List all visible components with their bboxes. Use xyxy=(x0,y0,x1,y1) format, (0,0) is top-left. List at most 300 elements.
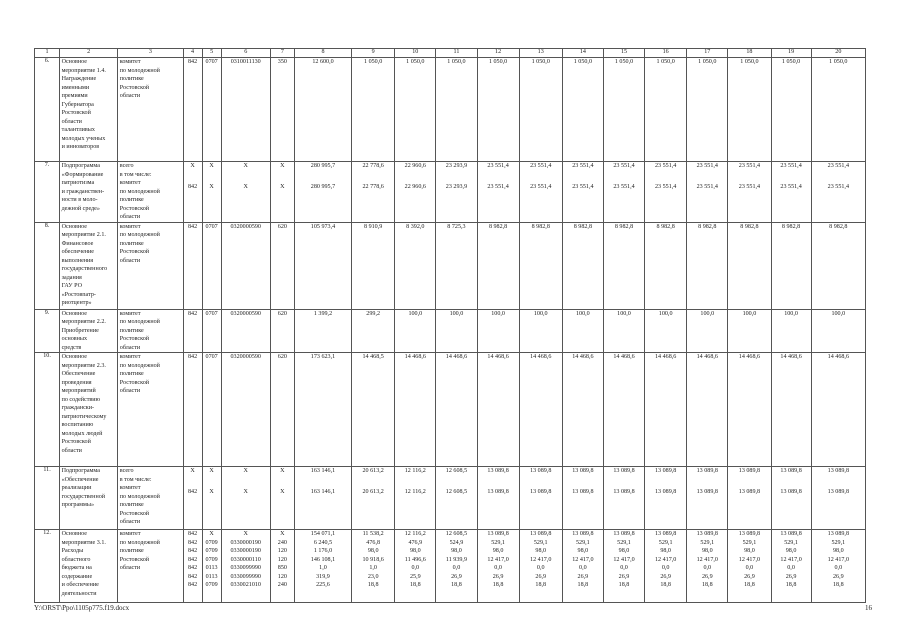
executor-line: в том числе: xyxy=(119,171,152,178)
value: 0,0 xyxy=(703,565,712,571)
value: X xyxy=(209,531,214,537)
executor-line: Ростовской xyxy=(119,556,150,563)
executor-line: по молодежной xyxy=(119,539,160,546)
value: 8 982,8 xyxy=(781,223,801,230)
value: 23,0 xyxy=(367,573,379,580)
executor xyxy=(118,530,183,603)
column-number: 13 xyxy=(519,49,562,58)
value: 23 551,4 xyxy=(487,163,509,169)
value: 0707 xyxy=(205,310,218,317)
table-row xyxy=(35,353,866,467)
value-cell xyxy=(687,530,728,603)
value-cell xyxy=(562,58,603,162)
value: 23 551,4 xyxy=(696,184,718,190)
value: 12 417,0 xyxy=(654,556,677,563)
value: 1 050,0 xyxy=(406,59,425,65)
value: 14 468,5 xyxy=(362,354,384,360)
value: 0330021010 xyxy=(230,582,261,588)
program-name-line: риотцентр» xyxy=(61,300,92,306)
value-cell xyxy=(771,58,811,162)
value-cell xyxy=(183,222,202,309)
value: 842 xyxy=(187,548,198,554)
value-cell xyxy=(436,353,477,467)
value: 20 613,2 xyxy=(362,468,384,474)
value: 12 600,0 xyxy=(312,59,334,65)
value: 14 468,6 xyxy=(738,354,761,360)
program-name-line: Награждение xyxy=(61,76,97,82)
value: 26,9 xyxy=(535,573,547,580)
value: 0330000190 xyxy=(230,548,261,554)
value: 13 089,8 xyxy=(827,489,849,495)
value: 8 982,8 xyxy=(656,223,675,230)
value: 13 089,8 xyxy=(780,531,802,537)
value-cell xyxy=(436,530,477,603)
executor-line: по молодежной xyxy=(119,232,160,238)
value: 842 xyxy=(187,184,198,190)
value: X xyxy=(280,163,285,169)
value: 26,9 xyxy=(451,573,462,580)
value-cell xyxy=(562,222,603,309)
value: 26,9 xyxy=(577,573,589,580)
value: 18,8 xyxy=(492,582,504,588)
value-cell xyxy=(645,530,687,603)
program-name-line: и гражданствен- xyxy=(61,188,105,195)
executor-line: по молодежной xyxy=(119,67,160,74)
value: 23 551,4 xyxy=(654,184,677,190)
value-cell xyxy=(811,353,865,467)
value: 22 960,6 xyxy=(404,184,426,190)
spacer xyxy=(689,171,726,184)
executor-line: области xyxy=(119,93,141,99)
value: 146 108,1 xyxy=(310,556,336,563)
value-cell xyxy=(519,353,562,467)
value: 0,0 xyxy=(579,565,587,571)
value-cell xyxy=(519,162,562,223)
value: 13 089,8 xyxy=(530,468,552,474)
program-name-line: Ростовской xyxy=(61,110,91,116)
value: 23 551,4 xyxy=(572,184,594,190)
value: 11 939,9 xyxy=(445,556,467,563)
value: X xyxy=(209,468,214,474)
executor-line: области xyxy=(119,214,141,220)
value: 18,8 xyxy=(535,582,547,588)
value: X xyxy=(243,489,248,495)
value: X xyxy=(280,468,285,474)
value-cell xyxy=(477,467,519,530)
column-number: 10 xyxy=(395,49,436,58)
value: 225,6 xyxy=(316,582,330,588)
value: 8 392,0 xyxy=(406,223,425,230)
value: 0,0 xyxy=(536,565,545,571)
value-cell xyxy=(687,309,728,353)
row-number: 6. xyxy=(35,58,60,162)
program-name-line: патриотизма xyxy=(61,180,95,186)
value: 14 468,6 xyxy=(827,354,849,360)
value-cell xyxy=(270,58,294,162)
value: 12 417,0 xyxy=(738,556,761,563)
value: 26,9 xyxy=(832,573,844,580)
value: 23 551,4 xyxy=(530,184,552,190)
value-cell xyxy=(477,58,519,162)
value: 842 xyxy=(187,354,198,360)
value-cell xyxy=(352,530,395,603)
value-cell xyxy=(395,162,436,223)
value-cell xyxy=(603,467,644,530)
program-name-line: мероприятие 1.4. xyxy=(61,67,106,74)
value-cell xyxy=(811,309,865,353)
value: 0707 xyxy=(205,223,218,230)
value: 12 417,0 xyxy=(487,556,509,563)
value: 1 050,0 xyxy=(614,59,634,65)
value: 120 xyxy=(277,556,287,563)
value: 1 050,0 xyxy=(781,59,801,65)
value-cell xyxy=(294,309,351,353)
value-cell xyxy=(728,58,771,162)
program-name-line: Ростовской xyxy=(61,439,91,445)
program-name-line: программы» xyxy=(61,502,95,508)
value: 12 417,0 xyxy=(696,556,718,563)
value: 98,0 xyxy=(451,548,462,554)
value: 0709 xyxy=(205,556,218,563)
column-number: 9 xyxy=(352,49,395,58)
program-name-line: «Ростовпатр- xyxy=(61,291,96,298)
value: 98,0 xyxy=(785,548,797,554)
value-cell xyxy=(183,162,202,223)
value: 0,0 xyxy=(452,565,461,571)
value: 13 089,8 xyxy=(613,489,635,495)
value-cell xyxy=(687,353,728,467)
executor xyxy=(118,162,183,223)
executor xyxy=(118,222,183,309)
program-name-line: и инноваторов xyxy=(61,144,100,150)
value: 13 089,8 xyxy=(572,468,594,474)
program-name-line: «Обеспечение xyxy=(61,476,99,483)
column-number: 20 xyxy=(811,49,865,58)
value: 842 xyxy=(187,573,198,580)
spacer xyxy=(296,476,349,489)
executor-line: всего xyxy=(119,163,134,169)
executor-line: Ростовской xyxy=(119,336,150,342)
spacer xyxy=(204,171,219,184)
value: 240 xyxy=(277,582,287,588)
value-cell xyxy=(270,309,294,353)
value: 842 xyxy=(187,539,198,546)
value: 100,0 xyxy=(491,310,505,317)
value: 0113 xyxy=(205,573,218,580)
value: 620 xyxy=(277,354,287,360)
value: 0709 xyxy=(205,582,218,588)
value: 13 089,8 xyxy=(530,489,552,495)
value: 14 468,6 xyxy=(404,354,426,360)
row-number: 7. xyxy=(35,162,60,223)
value: 100,0 xyxy=(658,310,673,317)
value: 98,0 xyxy=(618,548,630,554)
spacer xyxy=(605,476,642,489)
program-name-line: Подпрограмма xyxy=(61,163,100,169)
value: 12 116,2 xyxy=(404,489,426,495)
program-name xyxy=(60,222,118,309)
value-cell xyxy=(728,222,771,309)
value-cell xyxy=(270,162,294,223)
value-cell xyxy=(728,309,771,353)
value: 18,8 xyxy=(577,582,589,588)
value: 842 xyxy=(187,565,198,571)
value-cell xyxy=(645,467,687,530)
value: 529,1 xyxy=(700,539,715,546)
program-name-line: граждански- xyxy=(61,405,95,411)
value: 98,0 xyxy=(409,548,421,554)
column-number: 15 xyxy=(603,49,644,58)
spacer xyxy=(605,171,642,184)
value: 14 468,6 xyxy=(696,354,718,360)
column-number: 1 xyxy=(35,49,60,58)
value-cell xyxy=(270,222,294,309)
value: 23 551,4 xyxy=(613,184,635,190)
executor-line: Ростовской xyxy=(119,205,150,212)
value: 0,0 xyxy=(745,565,754,571)
value: 850 xyxy=(277,565,287,571)
table-row xyxy=(35,222,866,309)
program-name xyxy=(60,467,118,530)
value: 120 xyxy=(277,548,287,554)
value: 13 089,8 xyxy=(738,489,761,495)
executor-line: по молодежной xyxy=(119,362,160,369)
spacer xyxy=(813,476,863,489)
value-cell xyxy=(183,467,202,530)
value-cell xyxy=(687,222,728,309)
value-cell xyxy=(221,222,270,309)
spacer xyxy=(438,476,475,489)
value: 26,9 xyxy=(785,573,797,580)
value: 0707 xyxy=(205,59,218,65)
program-name-line: выполнения xyxy=(61,257,94,264)
value: 12 417,0 xyxy=(530,556,552,563)
value: 13 089,8 xyxy=(780,489,802,495)
value-cell xyxy=(603,530,644,603)
value: 100,0 xyxy=(449,310,464,317)
value: 524,9 xyxy=(449,539,464,546)
value: X xyxy=(243,163,248,169)
executor-line: Ростовской xyxy=(119,84,150,91)
value: 280 995,7 xyxy=(310,163,336,169)
value: 25,9 xyxy=(409,573,421,580)
value: 529,1 xyxy=(617,539,631,546)
table-row xyxy=(35,58,866,162)
value: 98,0 xyxy=(701,548,713,554)
value: 842 xyxy=(187,531,198,537)
value-cell xyxy=(395,467,436,530)
value: 12 417,0 xyxy=(613,556,635,563)
executor-line: комитет xyxy=(119,354,141,360)
spacer xyxy=(521,171,560,184)
value: 98,0 xyxy=(535,548,547,554)
value: 842 xyxy=(187,489,198,495)
spacer xyxy=(272,171,292,184)
value: 11 496,6 xyxy=(404,556,426,563)
program-name-line: по содействию xyxy=(61,396,101,403)
value-cell xyxy=(221,467,270,530)
value: 529,1 xyxy=(742,539,757,546)
program-name-line: мероприятий xyxy=(61,388,96,394)
value: 13 089,8 xyxy=(696,489,718,495)
column-number: 11 xyxy=(436,49,477,58)
value: 12 116,2 xyxy=(404,531,426,537)
value-cell xyxy=(811,222,865,309)
value: 10 918,6 xyxy=(362,556,384,563)
value-cell xyxy=(270,530,294,603)
value: 23 551,4 xyxy=(613,163,635,169)
value: 22 778,6 xyxy=(362,184,384,190)
value: 23 551,4 xyxy=(654,163,677,169)
value: 100,0 xyxy=(700,310,715,317)
value: 6 240,5 xyxy=(313,539,333,546)
value: 0709 xyxy=(205,548,218,554)
value-cell xyxy=(645,353,687,467)
value: 12 608,5 xyxy=(445,468,468,474)
executor-line: области xyxy=(119,257,141,264)
program-name-line: мероприятие 2.1. xyxy=(61,232,106,238)
value: 529,1 xyxy=(784,539,798,546)
executor-line: по молодежной xyxy=(119,319,160,325)
value: 100,0 xyxy=(408,310,423,317)
program-name-line: Основное xyxy=(61,354,87,360)
value-cell xyxy=(603,58,644,162)
program-name-line: средств xyxy=(61,344,82,351)
column-number: 14 xyxy=(562,49,603,58)
value-cell xyxy=(221,309,270,353)
spacer xyxy=(521,476,560,489)
value-cell xyxy=(771,467,811,530)
value: 14 468,6 xyxy=(613,354,635,360)
value: X xyxy=(190,163,195,169)
value-cell xyxy=(728,530,771,603)
spacer xyxy=(397,476,434,489)
value: 12 417,0 xyxy=(827,556,849,563)
executor-line: политике xyxy=(119,240,144,247)
value-cell xyxy=(352,58,395,162)
value: 842 xyxy=(187,59,198,65)
spacer xyxy=(223,476,268,489)
value: X xyxy=(280,531,285,537)
program-name-line: мероприятие 2.2. xyxy=(61,319,106,325)
value-cell xyxy=(294,467,351,530)
value: 0113 xyxy=(205,565,218,571)
value: 18,8 xyxy=(618,582,630,588)
value: 14 468,6 xyxy=(530,354,552,360)
value-cell xyxy=(202,309,221,353)
value: 105 973,4 xyxy=(310,223,336,230)
row-number: 9. xyxy=(35,309,60,353)
value: X xyxy=(243,531,248,537)
value: 98,0 xyxy=(832,548,844,554)
value-cell xyxy=(687,162,728,223)
value-cell xyxy=(519,530,562,603)
value-cell xyxy=(687,58,728,162)
value: 0709 xyxy=(205,539,218,546)
value-cell xyxy=(436,58,477,162)
value: 0,0 xyxy=(834,565,843,571)
program-name-line: проведения xyxy=(61,379,92,386)
value: 620 xyxy=(277,310,287,317)
value-cell xyxy=(771,353,811,467)
value: 26,9 xyxy=(701,573,713,580)
value-cell xyxy=(728,162,771,223)
value: 12 417,0 xyxy=(572,556,594,563)
value: 842 xyxy=(187,223,198,230)
value: 0,0 xyxy=(661,565,670,571)
program-name-line: «Формирование xyxy=(61,171,104,178)
value: 12 116,2 xyxy=(404,468,426,474)
executor xyxy=(118,467,183,530)
value: X xyxy=(280,489,285,495)
value: X xyxy=(209,163,214,169)
value-cell xyxy=(294,162,351,223)
executor-line: политике xyxy=(119,327,144,334)
executor-line: комитет xyxy=(119,531,141,537)
value-cell xyxy=(270,467,294,530)
value: 842 xyxy=(187,310,198,317)
program-name-line: Основное xyxy=(61,531,87,537)
value-cell xyxy=(562,353,603,467)
value: 173 623,1 xyxy=(310,354,336,360)
program-name-line: обеспечение xyxy=(61,249,95,255)
table-row xyxy=(35,467,866,530)
value: 12 608,5 xyxy=(445,489,468,495)
value-cell xyxy=(771,222,811,309)
value-cell xyxy=(395,353,436,467)
value-cell xyxy=(294,222,351,309)
value: 98,0 xyxy=(577,548,589,554)
program-name-line: Обеспечение xyxy=(61,371,96,377)
program-name-line: ГАУ РО xyxy=(61,283,83,289)
value: 98,0 xyxy=(660,548,671,554)
value: X xyxy=(209,184,214,190)
value: 13 089,8 xyxy=(487,489,509,495)
value-cell xyxy=(395,58,436,162)
value: 280 995,7 xyxy=(310,184,336,190)
value: 842 xyxy=(187,556,198,563)
value-cell xyxy=(728,467,771,530)
value: 22 960,6 xyxy=(404,163,426,169)
file-path: Y:\ORST\Ppo\1105p775.f19.docx xyxy=(34,604,130,612)
value-cell xyxy=(183,530,202,603)
column-number: 2 xyxy=(60,49,118,58)
value: 13 089,8 xyxy=(780,468,802,474)
executor-line: комитет xyxy=(119,59,141,65)
executor-line: комитет xyxy=(119,310,141,317)
column-number: 5 xyxy=(202,49,221,58)
value-cell xyxy=(603,353,644,467)
value-cell xyxy=(728,353,771,467)
value: 529,1 xyxy=(533,539,548,546)
value: 0320000590 xyxy=(230,354,261,360)
value: 1 399,2 xyxy=(313,310,333,317)
value: 8 982,8 xyxy=(531,223,550,230)
value: 26,9 xyxy=(660,573,671,580)
value: 0310011130 xyxy=(230,59,261,65)
budget-table xyxy=(34,48,866,603)
value: 100,0 xyxy=(831,310,846,317)
value: 100,0 xyxy=(784,310,798,317)
executor-line: по молодежной xyxy=(119,188,160,195)
value: 120 xyxy=(277,573,287,580)
program-name xyxy=(60,353,118,467)
value: 8 982,8 xyxy=(614,223,634,230)
value: 14 468,6 xyxy=(654,354,677,360)
value: 11 538,2 xyxy=(362,531,384,537)
value-cell xyxy=(603,222,644,309)
executor-line: области xyxy=(119,565,141,571)
